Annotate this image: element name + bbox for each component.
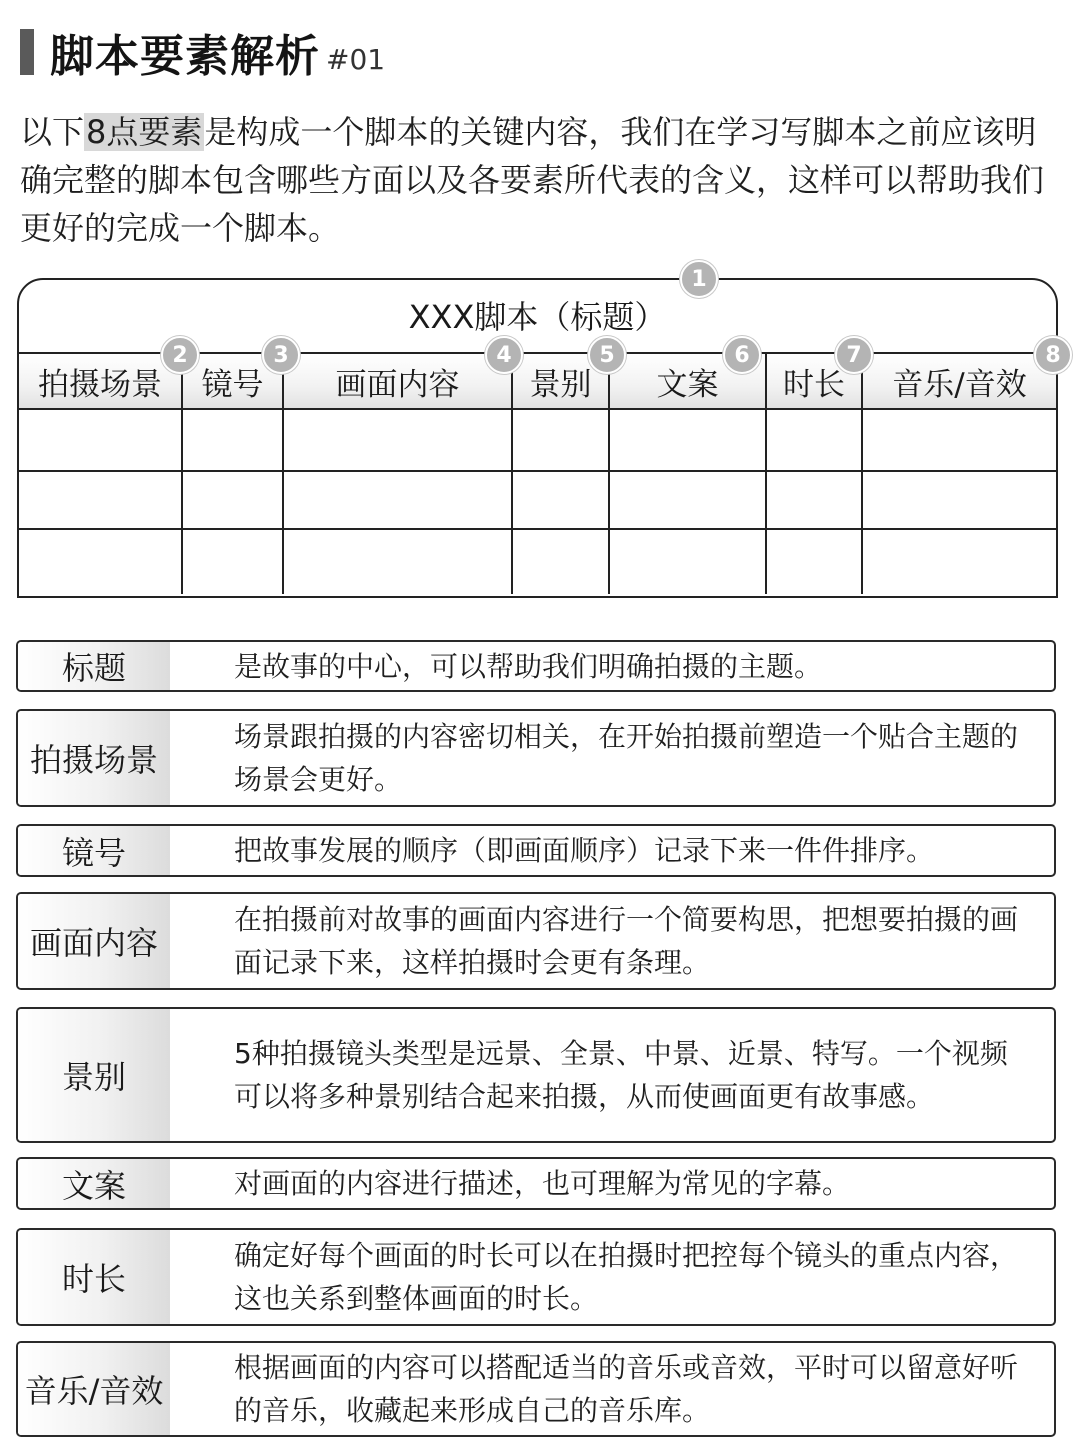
definition-description: 在拍摄前对故事的画面内容进行一个简要构思，把想要拍摄的画面记录下来，这样拍摄时会更有条理。 xyxy=(234,903,1019,979)
column-header-label: 音乐/音效 xyxy=(892,366,1027,403)
table-cell xyxy=(511,528,608,594)
definition-term: 标题 xyxy=(18,642,170,690)
table-cell xyxy=(19,408,181,470)
definition-term: 镜号 xyxy=(18,826,170,875)
table-cell xyxy=(511,470,608,528)
definition-term: 音乐/音效 xyxy=(18,1343,170,1435)
table-cell xyxy=(608,470,765,528)
definition-copy xyxy=(16,1157,1056,1210)
badge-7: 7 xyxy=(835,336,873,374)
page-header xyxy=(20,24,385,80)
table-cell xyxy=(181,528,282,594)
definition-description: 确定好每个画面的时长可以在拍摄时把控每个镜头的重点内容，这也关系到整体画面的时长。 xyxy=(234,1239,1019,1315)
definition-shot-number xyxy=(16,824,1056,877)
column-header-label: 画面内容 xyxy=(335,366,460,403)
definition-description: 是故事的中心，可以帮助我们明确拍摄的主题。 xyxy=(234,649,823,683)
page-title: 脚本要素解析 xyxy=(50,31,320,82)
badge-4: 4 xyxy=(485,336,523,374)
table-cell xyxy=(181,408,282,470)
table-cell xyxy=(19,470,181,528)
column-header-shot-scale xyxy=(511,342,615,408)
table-cell xyxy=(282,470,511,528)
column-header-frame-content xyxy=(282,342,512,408)
column-header-label: 景别 xyxy=(529,366,592,403)
table-cell xyxy=(19,528,181,594)
definition-description: 根据画面的内容可以搭配适当的音乐或音效，平时可以留意好听的音乐，收藏起来形成自己的音乐库。 xyxy=(234,1351,1019,1427)
definition-description: 场景跟拍摄的内容密切相关，在开始拍摄前塑造一个贴合主题的场景会更好。 xyxy=(234,720,1019,796)
page-number-tag: #01 xyxy=(326,42,386,76)
definition-description: 把故事发展的顺序（即画面顺序）记录下来一件件排序。 xyxy=(234,834,935,867)
table-cell xyxy=(608,528,765,594)
definition-term: 拍摄场景 xyxy=(18,711,170,805)
definition-title xyxy=(16,640,1056,692)
badge-2: 2 xyxy=(161,336,199,374)
table-cell xyxy=(282,408,511,470)
column-header-copy xyxy=(608,342,765,408)
table-cell xyxy=(181,470,282,528)
table-cell xyxy=(608,408,765,470)
table-cell xyxy=(765,470,861,528)
badge-1: 1 xyxy=(680,260,718,298)
column-header-label: 拍摄场景 xyxy=(38,366,162,403)
definition-description: 对画面的内容进行描述，也可理解为常见的字幕。 xyxy=(234,1167,851,1200)
definition-term: 画面内容 xyxy=(18,894,170,988)
definition-term: 时长 xyxy=(18,1230,170,1324)
definition-shot-scale xyxy=(16,1007,1056,1143)
table-cell xyxy=(511,408,608,470)
column-header-duration xyxy=(765,342,862,408)
script-template-table xyxy=(17,266,1061,598)
table-cell xyxy=(282,528,511,594)
script-table-title: XXX脚本（标题） xyxy=(408,298,667,336)
definition-term: 文案 xyxy=(18,1159,170,1208)
badge-3: 3 xyxy=(262,336,300,374)
column-header-label: 镜号 xyxy=(201,366,264,403)
table-cell xyxy=(861,528,1056,594)
table-cell xyxy=(861,470,1056,528)
definition-description: 5种拍摄镜头类型是远景、全景、中景、近景、特写。一个视频可以将多种景别结合起来拍摄，从而使画面更有故事感。 xyxy=(234,1037,1008,1113)
table-cell xyxy=(765,408,861,470)
badge-6: 6 xyxy=(723,336,761,374)
column-header-label: 文案 xyxy=(656,366,719,403)
intro-paragraph xyxy=(20,108,1066,252)
script-grid xyxy=(19,342,1061,596)
badge-8: 8 xyxy=(1034,336,1072,374)
column-header-label: 时长 xyxy=(783,366,845,403)
definition-scene xyxy=(16,709,1056,807)
column-header-music xyxy=(861,342,1061,408)
definition-music xyxy=(16,1341,1056,1437)
column-header-scene xyxy=(19,342,188,408)
table-cell xyxy=(765,528,861,594)
badge-5: 5 xyxy=(588,336,626,374)
definition-duration xyxy=(16,1228,1056,1326)
table-cell xyxy=(861,408,1056,470)
intro-rest: 是构成一个脚本的关键内容，我们在学习写脚本之前应该明确完整的脚本包含哪些方面以及各要素所代表的含义，这样可以帮助我们更好的完成一个脚本。 xyxy=(20,113,1045,247)
header-accent-bar xyxy=(20,29,34,75)
definition-term: 景别 xyxy=(18,1009,170,1141)
definition-frame-content xyxy=(16,892,1056,990)
intro-prefix: 以下 xyxy=(20,113,85,151)
intro-highlight: 8点要素 xyxy=(86,113,203,151)
